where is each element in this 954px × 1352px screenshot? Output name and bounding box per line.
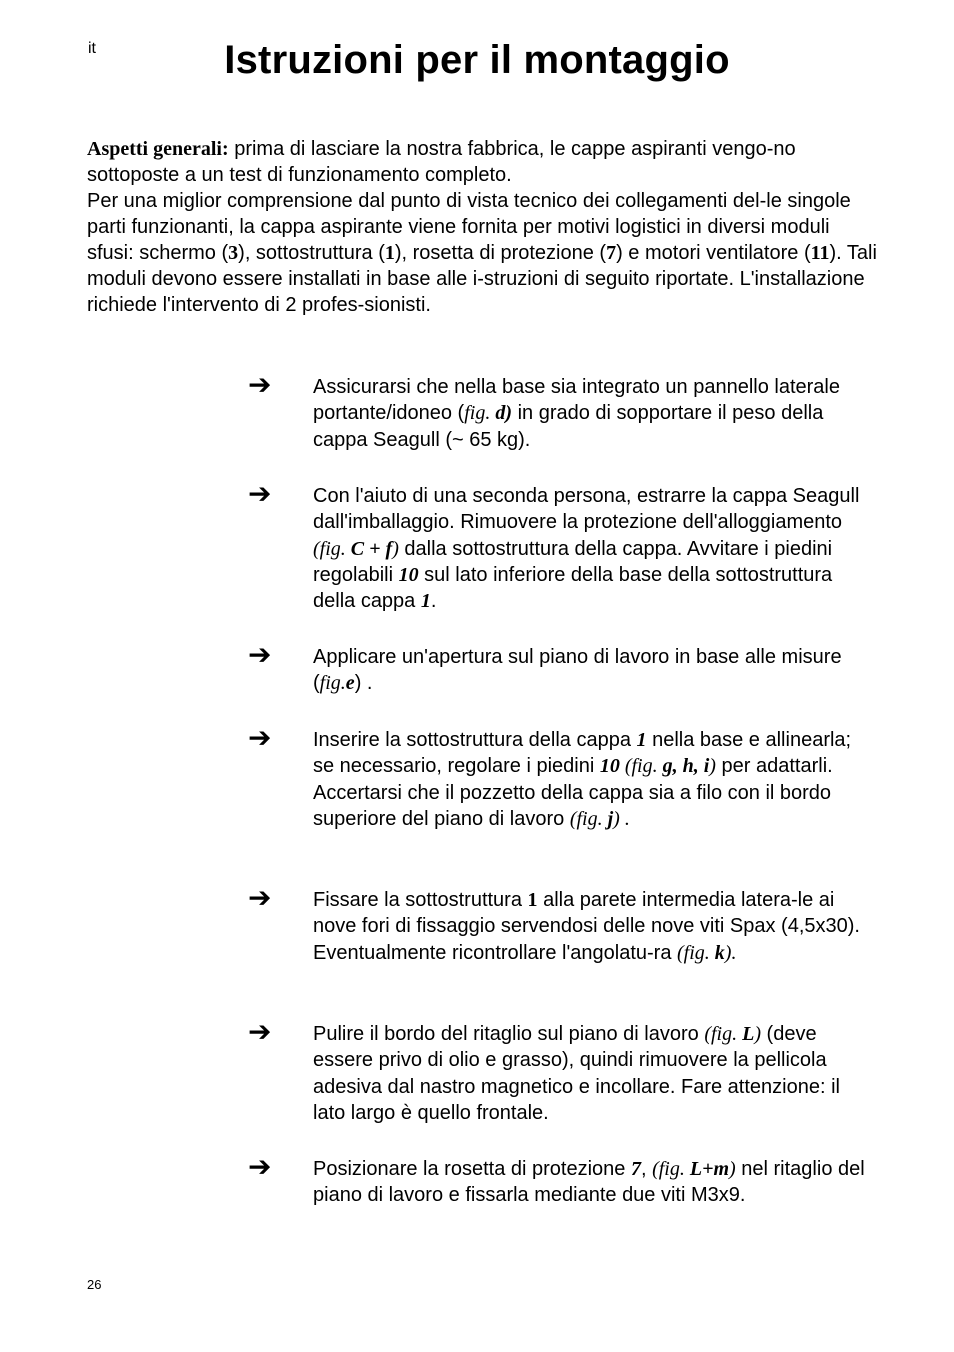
part-number: 11 [810,242,830,264]
part-number: 1 [527,889,538,911]
arrow-right-icon: ➔ [248,1015,272,1048]
figure-ref: ) [729,1158,736,1180]
intro-paragraph-1 [87,136,877,188]
step-fragment: Fissare la sottostruttura [313,889,528,911]
intro-paragraph-2 [87,188,877,318]
arrow-right-icon: ➔ [248,477,272,510]
arrow-right-icon: ➔ [248,638,272,671]
part-number: 10 [599,755,620,778]
arrow-right-icon: ➔ [248,368,272,401]
figure-ref: (fig. [704,1023,738,1045]
part-number: 10 [398,563,419,586]
figure-ref: fig. [464,402,491,425]
figure-ref-letter: j [602,807,614,830]
figure-ref: fig. [319,672,346,695]
figure-ref: ) [709,755,716,778]
figure-ref-letter: g, h, i [657,755,710,778]
step-fragment: in grado di sopportare il peso della cappa Seagull (~ 65 kg). [313,402,824,451]
page-number: 26 [87,1277,102,1292]
intro-text: ), rosetta di protezione ( [394,242,607,264]
step-fragment: . [430,590,437,613]
step-text [313,727,875,832]
arrow-right-icon: ➔ [248,1150,272,1183]
step-text [313,374,875,453]
step-text [313,483,875,614]
intro-text: ) e motori ventilatore ( [616,242,811,264]
figure-ref: ) . [613,807,630,830]
figure-ref-letter: e [345,672,355,695]
step-fragment: per adattarli. Accertarsi che il pozzetto della cappa sia a filo con il bordo superiore del piano di lavoro [313,755,833,830]
step-fragment: Inserire la sottostruttura della cappa [313,729,637,751]
figure-ref: (fig. [652,1158,685,1180]
part-number: 7 [606,242,617,264]
arrow-right-icon: ➔ [248,881,272,914]
step-fragment: nella base e allinearla; se necessario, regolare i piedini [313,729,852,778]
intro-section [87,136,877,318]
figure-ref: (fig. [313,537,346,560]
step-text [313,644,875,697]
step-fragment: (deve essere privo di olio e grasso), quindi rimuovere la pellicola adesiva dal nastro magnetico e incollare. Fare attenzione: il lato largo è quello frontale. [313,1023,840,1124]
figure-ref-letter: d) [490,402,513,425]
figure-ref: (fig. [677,941,710,964]
part-number: 7 [630,1158,641,1180]
step-fragment: Con l'aiuto di una seconda persona, estrarre la cappa Seagull dall'imballaggio. Rimuovere la protezione dell'alloggiamento [313,485,860,534]
step-fragment: Applicare un'apertura sul piano di lavoro in base alle misure ( [313,646,842,695]
page-title: Istruzioni per il montaggio [224,38,730,82]
intro-text: prima di lasciare la nostra fabbrica, le cappe aspiranti vengo-no sottoposte a un test di funzionamento completo. [87,138,796,186]
step-fragment: nel ritaglio del piano di lavoro e fissarla mediante due viti M3x9. [313,1158,865,1207]
part-number: 3 [228,242,239,264]
part-number: 1 [420,590,431,613]
figure-ref: ). [724,941,737,964]
figure-ref-letter: L+m [684,1158,730,1180]
intro-text: Per una miglior comprensione dal punto di vista tecnico dei collegamenti del-le singole parti funzionanti, la cappa aspirante viene fornita per motivi logistici in diversi moduli sfusi: schermo ( [87,190,851,264]
step-text [313,1021,875,1126]
part-number: 1 [384,242,395,264]
figure-ref: (fig. [569,807,603,830]
figure-ref-letter: k [709,941,725,964]
step-fragment: Assicurarsi che nella base sia integrato un pannello laterale portante/idoneo ( [313,376,840,425]
figure-ref: ) [392,537,399,560]
language-code: it [88,40,96,57]
intro-text: ), sottostruttura ( [238,242,385,264]
part-number: 1 [636,729,647,751]
step-fragment: Pulire il bordo del ritaglio sul piano di lavoro [313,1023,705,1045]
figure-ref-letter: C + f [345,537,393,560]
step-text [313,1156,875,1209]
arrow-right-icon: ➔ [248,721,272,754]
step-fragment: , [640,1158,653,1180]
step-text [313,887,875,966]
figure-ref: (fig. [619,755,658,778]
figure-ref-letter: L [737,1023,755,1045]
step-fragment: ) . [354,672,373,695]
step-fragment: dalla sottostruttura della cappa. Avvitare i piedini regolabili [313,537,833,586]
intro-text: ). Tali moduli devono essere installati in base alle i-struzioni di seguito riportate. L'installazione richiede l'intervento di 2 profes-sionisti. [87,242,877,316]
intro-heading: Aspetti generali: [87,138,229,160]
step-fragment: sul lato inferiore della base della sottostruttura della cappa [313,563,833,613]
figure-ref: ) [754,1023,761,1045]
step-fragment: Posizionare la rosetta di protezione [313,1158,631,1180]
step-fragment: alla parete intermedia latera-le ai nove fori di fissaggio servendosi delle nove viti Spax (4,5x30). Eventualmente ricontrollare l'angolatu-ra [313,889,860,964]
